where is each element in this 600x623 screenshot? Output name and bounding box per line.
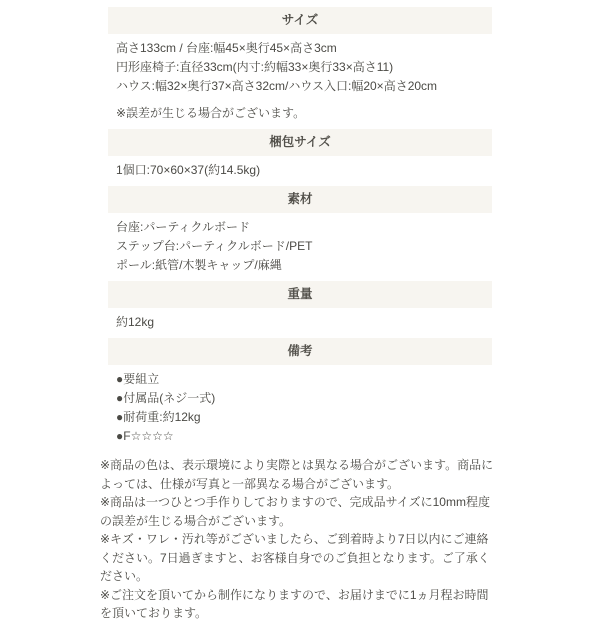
remarks-bullet-item: ●F☆☆☆☆ (116, 429, 174, 443)
footnote-paragraph: ※商品は一つひとつ手作りしておりますので、完成品サイズに10mm程度の誤差が生じる場合がございます。 (100, 495, 490, 528)
material-line: ステップ台:パーティクルボード/PET (116, 239, 313, 253)
footnote-paragraph: ※キズ・ワレ・汚れ等がございましたら、ご到着時より7日以内にご連絡ください。7日過ぎますと、お客様自身でのご負担となります。ご了承ください。 (100, 532, 490, 583)
section-title-weight: 重量 (108, 281, 492, 308)
section-title-packing-size: 梱包サイズ (108, 129, 492, 156)
section-body-packing-size (100, 156, 500, 186)
size-spec-line: 高さ133cm / 台座:幅45×奥行45×高さ3cm (116, 41, 337, 55)
section-title-size: サイズ (108, 7, 492, 34)
footnote-paragraph: ※ご注文を頂いてから制作になりますので、お届けまでに1ヵ月程お時間を頂いております。 (100, 587, 489, 620)
size-tolerance-note: ※誤差が生じる場合がございます。 (116, 106, 306, 120)
footnotes (100, 456, 500, 623)
section-title-remarks: 備考 (108, 338, 492, 365)
footnote-paragraph: ※商品の色は、表示環境により実際とは異なる場合がございます。商品によっては、仕様が写真と一部異なる場合がございます。 (100, 458, 494, 491)
section-body-material (100, 213, 500, 281)
material-line: ポール:紙管/木製キャップ/麻縄 (116, 258, 282, 272)
section-body-size (100, 34, 500, 129)
weight-value: 約12kg (116, 315, 155, 329)
product-spec-column (100, 0, 500, 623)
remarks-bullet-item: ●要組立 (116, 372, 160, 386)
material-line: 台座:パーティクルボード (116, 220, 251, 234)
size-spec-line: 円形座椅子:直径33cm(内寸:約幅33×奥行33×高さ11) (116, 60, 394, 74)
size-spec-line: ハウス:幅32×奥行37×高さ32cm/ハウス入口:幅20×高さ20cm (116, 79, 438, 93)
remarks-bullet-item: ●耐荷重:約12kg (116, 410, 201, 424)
packing-size-value: 1個口:70×60×37(約14.5kg) (116, 163, 261, 177)
section-title-material: 素材 (108, 186, 492, 213)
section-body-remarks (100, 365, 500, 452)
section-packing-size (100, 129, 500, 186)
section-material (100, 186, 500, 281)
section-body-weight (100, 308, 500, 338)
section-size (100, 7, 500, 129)
section-remarks (100, 338, 500, 452)
section-weight (100, 281, 500, 338)
remarks-bullet-item: ●付属品(ネジ一式) (116, 391, 216, 405)
